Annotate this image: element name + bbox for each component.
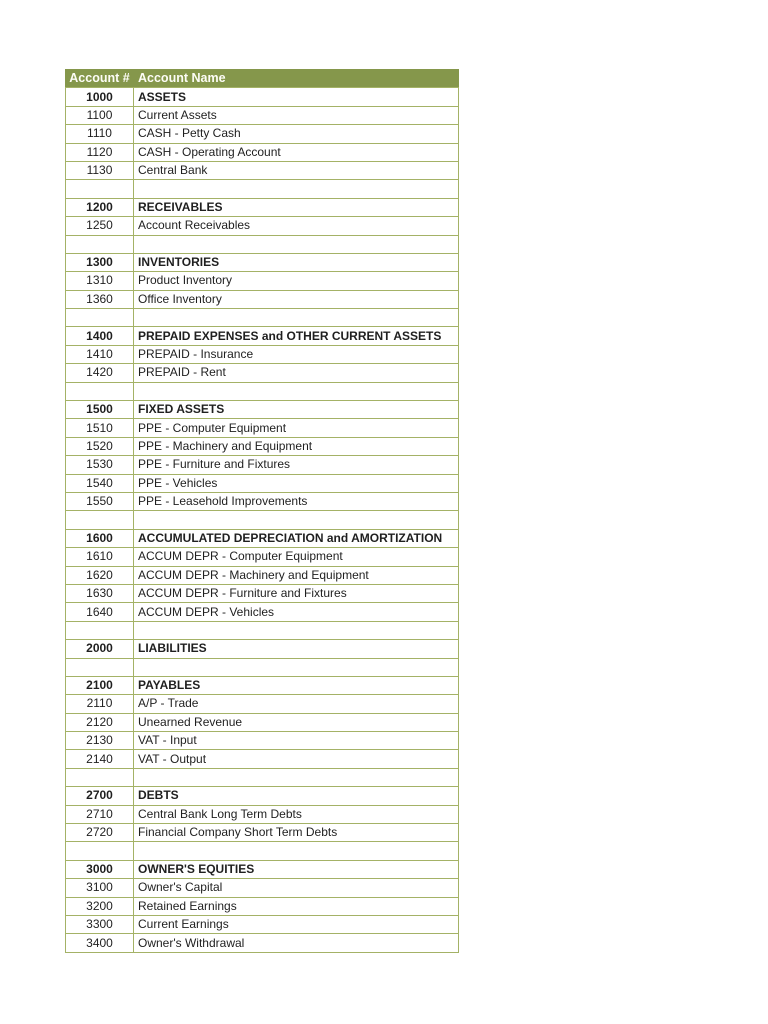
account-number-cell: 2110 bbox=[66, 695, 134, 713]
account-name-cell: DEBTS bbox=[134, 787, 459, 805]
empty-spacer-row bbox=[66, 842, 459, 860]
account-name-cell: ACCUM DEPR - Machinery and Equipment bbox=[134, 566, 459, 584]
account-number-cell: 1530 bbox=[66, 456, 134, 474]
account-number-cell: 1120 bbox=[66, 143, 134, 161]
account-number-cell: 2100 bbox=[66, 676, 134, 694]
account-number-cell: 1500 bbox=[66, 401, 134, 419]
account-number-cell bbox=[66, 658, 134, 676]
account-name-cell bbox=[134, 235, 459, 253]
account-name-cell bbox=[134, 768, 459, 786]
empty-spacer-row bbox=[66, 768, 459, 786]
table-row bbox=[66, 824, 459, 842]
account-number-cell bbox=[66, 180, 134, 198]
table-row bbox=[66, 437, 459, 455]
empty-spacer-row bbox=[66, 511, 459, 529]
table-body bbox=[66, 88, 459, 952]
account-name-cell bbox=[134, 842, 459, 860]
account-name-cell: PPE - Furniture and Fixtures bbox=[134, 456, 459, 474]
table-row bbox=[66, 787, 459, 805]
account-number-cell: 2700 bbox=[66, 787, 134, 805]
table-row bbox=[66, 327, 459, 345]
account-name-cell: Retained Earnings bbox=[134, 897, 459, 915]
account-number-cell: 3400 bbox=[66, 934, 134, 952]
table-row bbox=[66, 640, 459, 658]
account-number-cell: 1100 bbox=[66, 106, 134, 124]
table-row bbox=[66, 419, 459, 437]
account-number-cell: 1640 bbox=[66, 603, 134, 621]
account-name-cell: PPE - Machinery and Equipment bbox=[134, 437, 459, 455]
empty-spacer-row bbox=[66, 180, 459, 198]
account-number-cell: 1420 bbox=[66, 364, 134, 382]
account-name-cell: PPE - Leasehold Improvements bbox=[134, 492, 459, 510]
account-number-cell bbox=[66, 235, 134, 253]
account-name-cell: FIXED ASSETS bbox=[134, 401, 459, 419]
table-row bbox=[66, 161, 459, 179]
account-number-cell: 3000 bbox=[66, 860, 134, 878]
table-header-row bbox=[66, 70, 459, 88]
account-name-cell bbox=[134, 309, 459, 327]
account-number-cell: 3100 bbox=[66, 879, 134, 897]
account-number-cell: 1360 bbox=[66, 290, 134, 308]
table-row bbox=[66, 364, 459, 382]
account-number-cell: 1550 bbox=[66, 492, 134, 510]
account-name-cell: OWNER'S EQUITIES bbox=[134, 860, 459, 878]
table-row bbox=[66, 474, 459, 492]
account-number-cell: 2130 bbox=[66, 732, 134, 750]
account-number-cell bbox=[66, 621, 134, 639]
account-number-cell: 3300 bbox=[66, 915, 134, 933]
table-row bbox=[66, 695, 459, 713]
table-row bbox=[66, 401, 459, 419]
account-name-cell: PPE - Computer Equipment bbox=[134, 419, 459, 437]
account-name-cell: Current Assets bbox=[134, 106, 459, 124]
account-number-cell: 2120 bbox=[66, 713, 134, 731]
account-name-cell: CASH - Operating Account bbox=[134, 143, 459, 161]
empty-spacer-row bbox=[66, 309, 459, 327]
account-number-cell: 1200 bbox=[66, 198, 134, 216]
account-number-cell: 1630 bbox=[66, 584, 134, 602]
table-row bbox=[66, 548, 459, 566]
account-number-cell bbox=[66, 382, 134, 400]
account-name-cell: PREPAID - Rent bbox=[134, 364, 459, 382]
table-head bbox=[66, 70, 459, 88]
account-name-cell bbox=[134, 621, 459, 639]
account-name-cell: ACCUM DEPR - Furniture and Fixtures bbox=[134, 584, 459, 602]
account-number-cell: 1110 bbox=[66, 125, 134, 143]
table-row bbox=[66, 879, 459, 897]
table-row bbox=[66, 290, 459, 308]
account-number-cell: 1250 bbox=[66, 217, 134, 235]
account-number-cell bbox=[66, 309, 134, 327]
account-name-cell: PREPAID EXPENSES and OTHER CURRENT ASSETS bbox=[134, 327, 459, 345]
account-name-cell: VAT - Input bbox=[134, 732, 459, 750]
account-name-cell: Unearned Revenue bbox=[134, 713, 459, 731]
account-number-cell: 1410 bbox=[66, 345, 134, 363]
table-row bbox=[66, 456, 459, 474]
account-name-cell: LIABILITIES bbox=[134, 640, 459, 658]
account-name-cell bbox=[134, 180, 459, 198]
account-name-cell: CASH - Petty Cash bbox=[134, 125, 459, 143]
account-name-cell: Owner's Capital bbox=[134, 879, 459, 897]
account-name-cell: ACCUM DEPR - Vehicles bbox=[134, 603, 459, 621]
table-row bbox=[66, 676, 459, 694]
table-row bbox=[66, 860, 459, 878]
account-name-cell: ASSETS bbox=[134, 88, 459, 106]
account-number-cell: 1620 bbox=[66, 566, 134, 584]
table-row bbox=[66, 732, 459, 750]
table-row bbox=[66, 750, 459, 768]
account-name-cell: ACCUMULATED DEPRECIATION and AMORTIZATION bbox=[134, 529, 459, 547]
account-name-cell: Owner's Withdrawal bbox=[134, 934, 459, 952]
table-row bbox=[66, 143, 459, 161]
account-name-cell: Financial Company Short Term Debts bbox=[134, 824, 459, 842]
account-number-cell: 2710 bbox=[66, 805, 134, 823]
account-number-cell bbox=[66, 768, 134, 786]
account-number-cell: 2000 bbox=[66, 640, 134, 658]
account-name-cell: PPE - Vehicles bbox=[134, 474, 459, 492]
table-row bbox=[66, 88, 459, 106]
account-number-cell: 1130 bbox=[66, 161, 134, 179]
account-number-cell: 1520 bbox=[66, 437, 134, 455]
account-name-cell: RECEIVABLES bbox=[134, 198, 459, 216]
account-number-cell: 1300 bbox=[66, 253, 134, 271]
empty-spacer-row bbox=[66, 621, 459, 639]
empty-spacer-row bbox=[66, 658, 459, 676]
account-number-cell: 1610 bbox=[66, 548, 134, 566]
account-number-cell bbox=[66, 842, 134, 860]
account-name-cell: PREPAID - Insurance bbox=[134, 345, 459, 363]
table-row bbox=[66, 198, 459, 216]
table-row bbox=[66, 566, 459, 584]
account-name-cell: VAT - Output bbox=[134, 750, 459, 768]
account-number-cell: 3200 bbox=[66, 897, 134, 915]
table-row bbox=[66, 934, 459, 952]
account-number-cell: 1310 bbox=[66, 272, 134, 290]
account-name-cell: Account Receivables bbox=[134, 217, 459, 235]
account-name-cell: Current Earnings bbox=[134, 915, 459, 933]
account-name-cell: Product Inventory bbox=[134, 272, 459, 290]
account-name-cell bbox=[134, 658, 459, 676]
table-row bbox=[66, 584, 459, 602]
table-row bbox=[66, 125, 459, 143]
table-row bbox=[66, 805, 459, 823]
account-name-cell: Office Inventory bbox=[134, 290, 459, 308]
empty-spacer-row bbox=[66, 382, 459, 400]
account-name-cell bbox=[134, 382, 459, 400]
account-number-cell: 1510 bbox=[66, 419, 134, 437]
table-row bbox=[66, 897, 459, 915]
account-name-cell: A/P - Trade bbox=[134, 695, 459, 713]
account-name-cell bbox=[134, 511, 459, 529]
chart-of-accounts-table bbox=[65, 69, 459, 953]
table-row bbox=[66, 106, 459, 124]
table-row bbox=[66, 529, 459, 547]
table-row bbox=[66, 217, 459, 235]
account-number-column-header: Account # bbox=[66, 70, 134, 88]
account-name-cell: PAYABLES bbox=[134, 676, 459, 694]
table-row bbox=[66, 713, 459, 731]
account-name-cell: ACCUM DEPR - Computer Equipment bbox=[134, 548, 459, 566]
account-number-cell: 1600 bbox=[66, 529, 134, 547]
account-number-cell: 1540 bbox=[66, 474, 134, 492]
account-name-cell: Central Bank bbox=[134, 161, 459, 179]
empty-spacer-row bbox=[66, 235, 459, 253]
account-name-column-header: Account Name bbox=[134, 70, 459, 88]
table-row bbox=[66, 253, 459, 271]
account-name-cell: Central Bank Long Term Debts bbox=[134, 805, 459, 823]
table-row bbox=[66, 915, 459, 933]
table-row bbox=[66, 345, 459, 363]
table-row bbox=[66, 603, 459, 621]
account-number-cell bbox=[66, 511, 134, 529]
table-row bbox=[66, 492, 459, 510]
table-row bbox=[66, 272, 459, 290]
account-number-cell: 2720 bbox=[66, 824, 134, 842]
account-number-cell: 2140 bbox=[66, 750, 134, 768]
account-number-cell: 1400 bbox=[66, 327, 134, 345]
account-number-cell: 1000 bbox=[66, 88, 134, 106]
account-name-cell: INVENTORIES bbox=[134, 253, 459, 271]
